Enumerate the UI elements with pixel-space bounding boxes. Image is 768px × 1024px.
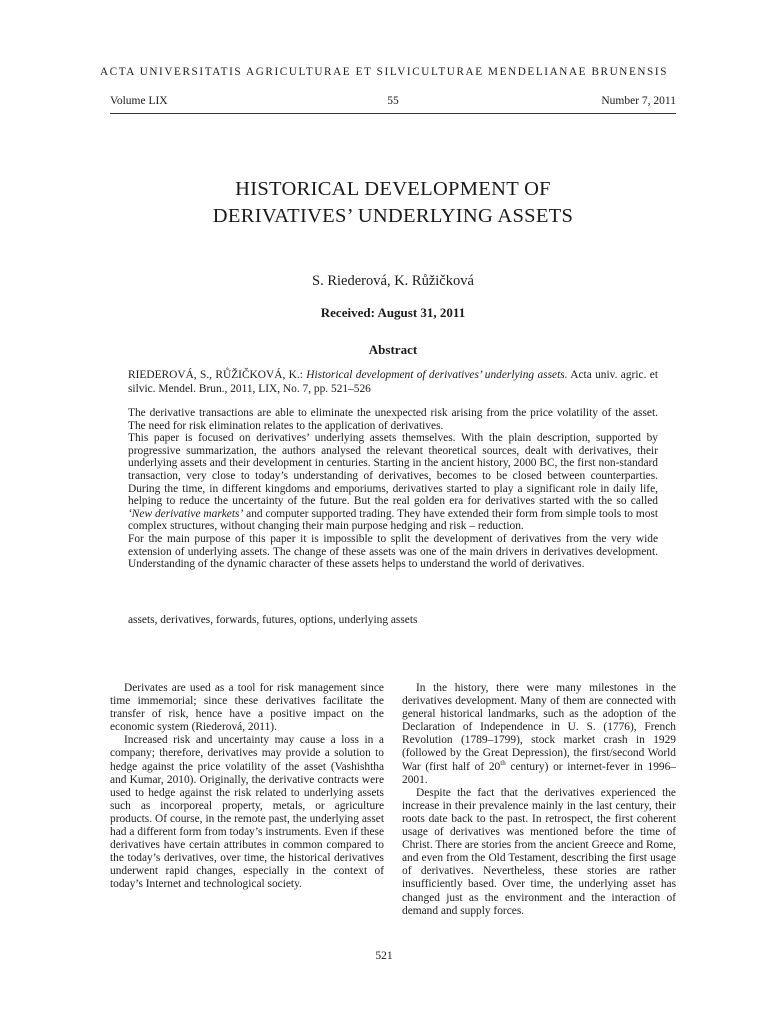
received-date: Received: August 31, 2011: [320, 305, 466, 320]
volume-label: Volume LIX: [110, 95, 168, 107]
citation-authors: RIEDEROVÁ, S., RŮŽIČKOVÁ, K.:: [128, 369, 303, 381]
issue-number: Number 7, 2011: [601, 95, 676, 107]
abstract-heading: Abstract: [368, 342, 418, 357]
issue-info-row: [110, 95, 676, 111]
body-column-right: [402, 682, 676, 918]
body-paragraph: Increased risk and uncertainty may cause a loss in a company; therefore, derivatives may provide a solution to hedge against the price volatility of the asset (Vashishtha and Kumar, 2010). Originally, the derivative contracts were used to hedge against the risk related to underlying assets such as incorporeal property, metals, or agriculture products. Of course, in the remote past, the underlying asset had a different form from today’s instruments. Even if these derivatives have certain attributes in common compared to the today’s derivatives, over time, the historical derivatives underwent rapid changes, especially in the context of today’s Internet and technological society.: [110, 734, 384, 891]
page-number: 521: [375, 950, 393, 962]
body-paragraph: Despite the fact that the derivatives experienced the increase in their prevalence mainly in the last century, their roots date back to the past. In retrospect, the first coherent usage of derivatives was mentioned before the time of Christ. There are stories from the ancient Greece and Rome, and even from the Old Testament, describing the first usage of derivatives. Nevertheless, these stories are rather insufficiently based. Over time, the underlying asset has changed just as the environment and the interaction of demand and supply forces.: [402, 786, 677, 917]
body-text: century) or internet-fever in 1996–2001.: [402, 760, 676, 786]
citation-source: Acta univ. agric. et silvic. Mendel. Brun., 2011, LIX, No. 7, pp. 521–526: [128, 369, 658, 395]
citation: [128, 368, 658, 396]
body-paragraph: [402, 682, 676, 787]
citation-title: Historical development of derivatives’ underlying assets.: [306, 369, 568, 381]
body-column-left: [110, 682, 384, 892]
body-paragraph: Derivates are used as a tool for risk management since time immemorial; since these derivatives facilitate the transfer of risk, hence have a positive impact on the economic system (Riederová, 2011).: [110, 682, 384, 734]
abstract-p2-emphasis: ‘New derivative markets’: [128, 507, 244, 520]
abstract-paragraph-3: For the main purpose of this paper it is impossible to split the development of derivatives from the very wide extension of underlying assets. The change of these assets was one of the main drivers in derivatives development. Understanding of the dynamic character of these assets helps to understand the world of derivatives.: [128, 532, 658, 571]
abstract-body: [128, 407, 658, 571]
abstract-p2-text-a: This paper is focused on derivatives’ underlying assets themselves. With the plain description, supported by progressive summarization, the authors analysed the relevant theoretical sources, dealt with derivatives, their underlying assets and their development in centuries. Starting in the ancient history, 2000 BC, the first non-standard transaction, very close to today’s understanding of derivatives, becomes to be closed between counterparties. During the time, in different kingdoms and emporiums, derivatives started to play a significant role in daily life, helping to reduce the uncertainty of the future. But the real golden era for derivatives started with the so called: [128, 432, 658, 508]
header-rule: [110, 113, 676, 114]
issue-page-number: 55: [387, 95, 399, 107]
title-line-2: DERIVATIVES’ UNDERLYING ASSETS: [212, 205, 574, 227]
superscript: th: [500, 758, 506, 767]
article-title: [110, 176, 676, 230]
keywords: assets, derivatives, forwards, futures, options, underlying assets: [128, 614, 418, 626]
abstract-paragraph-2: [128, 432, 658, 533]
title-line-1: HISTORICAL DEVELOPMENT OF: [235, 178, 551, 200]
authors: S. Riederová, K. Růžičková: [312, 273, 474, 289]
abstract-p2-text-b: and computer supported trading. They have extended their form from simple tools to most complex structures, without changing their main purpose hedging and risk – reduction.: [128, 507, 658, 533]
journal-name: ACTA UNIVERSITATIS AGRICULTURAE ET SILVICULTURAE MENDELIANAE BRUNENSIS: [99, 66, 669, 78]
abstract-paragraph-1: The derivative transactions are able to eliminate the unexpected risk arising from the price volatility of the asset. The need for risk elimination relates to the application of derivatives.: [128, 407, 658, 432]
body-text: In the history, there were many milestones in the derivatives development. Many of them are connected with general historical landmarks, such as the adoption of the Declaration of Independence in U. S. (1776), French Revolution (1789–1799), stock market crash in 1929 (followed by the Great Depression), the first/second World War (first half of 20: [402, 682, 676, 773]
